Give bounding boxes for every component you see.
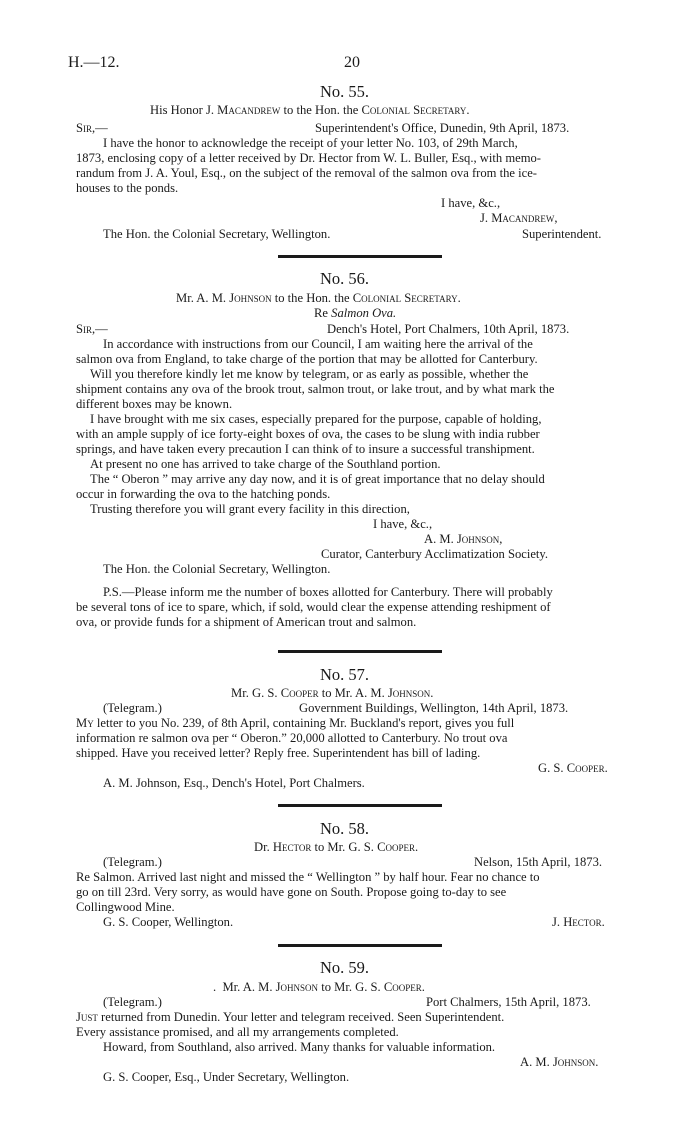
postscript-line: P.S.—Please inform me the number of boxes allotted for Canterbury. There will probably <box>103 585 553 599</box>
body-line: I have the honor to acknowledge the receipt of your letter No. 103, of 29th March, <box>103 136 518 150</box>
body-line: Trusting therefore you will grant every facility in this direction, <box>90 502 410 516</box>
addressee: G. S. Cooper, Esq., Under Secretary, Wellington. <box>103 1070 350 1084</box>
body-line: shipped. Have you received letter? Reply free. Superintendent has bill of lading. <box>76 746 481 760</box>
signature: G. S. Cooper. <box>538 761 608 775</box>
body-line: Collingwood Mine. <box>76 900 175 914</box>
body-line: go on till 23rd. Very sorry, as would have gone on South. Propose going to-day to see <box>76 885 507 899</box>
body-line: occur in forwarding the ova to the hatching ponds. <box>76 487 331 501</box>
body-line: Will you therefore kindly let me know by telegram, or as early as possible, whether the <box>90 367 529 381</box>
postscript-line: ova, or provide funds for a shipment of American trout and salmon. <box>76 615 417 629</box>
place-date: Government Buildings, Wellington, 14th April, 1873. <box>299 701 569 715</box>
body-line: In accordance with instructions from our Council, I am waiting here the arrival of the <box>103 337 533 351</box>
signatory-title: Superintendent. <box>522 227 602 241</box>
body-line: At present no one has arrived to take charge of the Southland portion. <box>90 457 441 471</box>
signature: A. M. Johnson, <box>424 532 503 546</box>
signature: J. Hector. <box>552 915 605 929</box>
body-line: 1873, enclosing copy of a letter received by Dr. Hector from W. L. Buller, Esq., with memo- <box>76 151 541 165</box>
letter-number: No. 55. <box>320 82 370 101</box>
section-rule <box>278 650 442 653</box>
telegram-label: (Telegram.) <box>103 995 162 1009</box>
letter-from-line: . Mr. A. M. Johnson to Mr. G. S. Cooper. <box>213 980 425 994</box>
letter-subject: Re Salmon Ova. <box>314 306 397 320</box>
postscript-line: be several tons of ice to spare, which, if sold, would clear the expense attending reshipment of <box>76 600 551 614</box>
place-date: Dench's Hotel, Port Chalmers, 10th April, 1873. <box>327 322 570 336</box>
body-line: Re Salmon. Arrived last night and missed the “ Wellington ” by half hour. Fear no chance to <box>76 870 540 884</box>
body-line: I have brought with me six cases, especially prepared for the purpose, capable of holding, <box>90 412 542 426</box>
section-rule <box>278 944 442 947</box>
body-line: My letter to you No. 239, of 8th April, containing Mr. Buckland's report, gives you full <box>76 716 515 730</box>
page-number: 20 <box>344 54 360 71</box>
signature: A. M. Johnson. <box>520 1055 599 1069</box>
body-line: shipment contains any ova of the brook trout, salmon trout, or lake trout, and by what mark the <box>76 382 555 396</box>
place-date: Superintendent's Office, Dunedin, 9th April, 1873. <box>315 121 570 135</box>
letter-number: No. 59. <box>320 958 370 977</box>
place-date: Nelson, 15th April, 1873. <box>474 855 603 869</box>
body-line: randum from J. A. Youl, Esq., on the subject of the removal of the salmon ova from the ice- <box>76 166 537 180</box>
salutation: Sir,— <box>76 121 108 135</box>
telegram-label: (Telegram.) <box>103 701 162 715</box>
letter-from-line: Mr. G. S. Cooper to Mr. A. M. Johnson. <box>231 686 434 700</box>
report-code: H.—12. <box>68 54 120 71</box>
body-line: houses to the ponds. <box>76 181 179 195</box>
telegram-label: (Telegram.) <box>103 855 162 869</box>
letter-number: No. 56. <box>320 269 370 288</box>
letter-number: No. 57. <box>320 665 370 684</box>
closing: I have, &c., <box>373 517 433 531</box>
body-line: with an ample supply of ice forty-eight boxes of ova, the cases to be slung with india rubber <box>76 427 540 441</box>
closing: I have, &c., <box>441 196 501 210</box>
section-rule <box>278 804 442 807</box>
letter-from-line: Dr. Hector to Mr. G. S. Cooper. <box>254 840 419 854</box>
body-line: Every assistance promised, and all my arrangements completed. <box>76 1025 399 1039</box>
body-line: springs, and have taken every precaution I can think of to insure a successful transhipment. <box>76 442 535 456</box>
place-date: Port Chalmers, 15th April, 1873. <box>426 995 591 1009</box>
letter-from-line: His Honor J. Macandrew to the Hon. the Colonial Secretary. <box>150 103 470 117</box>
body-line: different boxes may be known. <box>76 397 233 411</box>
section-rule <box>278 255 442 258</box>
body-line: salmon ova from England, to take charge of the portion that may be allotted for Canterbury. <box>76 352 538 366</box>
addressee: The Hon. the Colonial Secretary, Wellington. <box>103 562 331 576</box>
body-line: The “ Oberon ” may arrive any day now, and it is of great importance that no delay should <box>90 472 545 486</box>
body-line: information re salmon ova per “ Oberon.” 20,000 allotted to Canterbury. No trout ova <box>76 731 508 745</box>
signature: J. Macandrew, <box>480 211 558 225</box>
body-line: Howard, from Southland, also arrived. Many thanks for valuable information. <box>103 1040 496 1054</box>
body-line: Just returned from Dunedin. Your letter and telegram received. Seen Superintendent. <box>76 1010 505 1024</box>
letter-number: No. 58. <box>320 819 370 838</box>
addressee: A. M. Johnson, Esq., Dench's Hotel, Port Chalmers. <box>103 776 365 790</box>
letter-from-line: Mr. A. M. Johnson to the Hon. the Colonial Secretary. <box>176 291 461 305</box>
addressee: The Hon. the Colonial Secretary, Wellington. <box>103 227 331 241</box>
salutation: Sir,— <box>76 322 108 336</box>
signatory-title: Curator, Canterbury Acclimatization Society. <box>321 547 549 561</box>
addressee: G. S. Cooper, Wellington. <box>103 915 234 929</box>
